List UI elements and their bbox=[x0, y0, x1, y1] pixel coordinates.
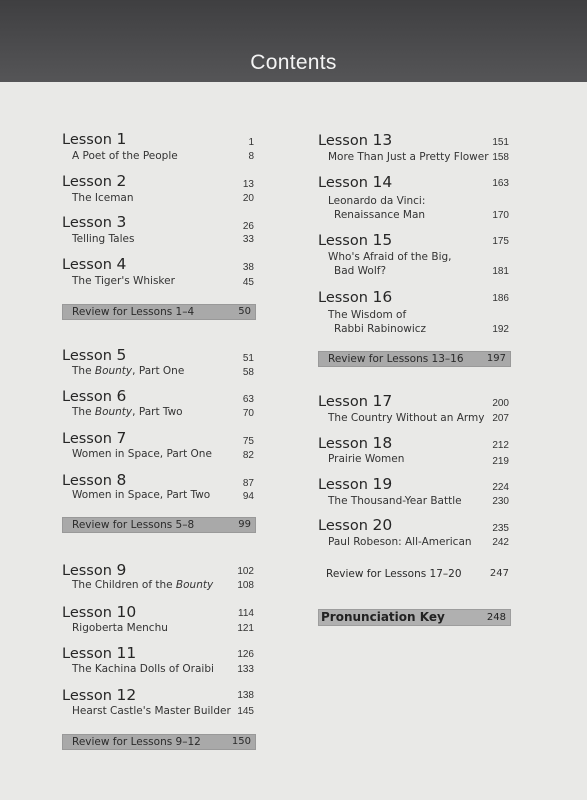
review-label: Review for Lessons 9–12 bbox=[72, 736, 201, 748]
page-number: 163 bbox=[492, 178, 509, 189]
page-number: 99 bbox=[238, 519, 251, 530]
lesson-title: A Poet of the People bbox=[72, 150, 178, 162]
lesson-title: The Tiger's Whisker bbox=[72, 275, 175, 287]
page-number: 186 bbox=[492, 293, 509, 304]
lesson-title: Hearst Castle's Master Builder bbox=[72, 705, 231, 717]
page-number: 175 bbox=[492, 236, 509, 247]
review-label: Review for Lessons 13–16 bbox=[328, 353, 464, 365]
lesson-number: 10 bbox=[116, 603, 137, 621]
lesson-title: Women in Space, Part One bbox=[72, 448, 212, 460]
lesson-number: 1 bbox=[116, 130, 127, 148]
lesson-title-line-2: Rabbi Rabinowicz bbox=[334, 323, 427, 335]
lesson-title: The Children of the Bounty bbox=[72, 579, 214, 591]
lesson-number: 5 bbox=[116, 346, 127, 364]
page-number: 197 bbox=[486, 353, 506, 364]
lesson-title: The Kachina Dolls of Oraibi bbox=[72, 663, 214, 675]
lesson-number: 20 bbox=[372, 516, 393, 534]
review-label: Review for Lessons 1–4 bbox=[72, 306, 195, 318]
toc-lesson-11[interactable] bbox=[62, 645, 256, 679]
page-number: 207 bbox=[492, 413, 509, 424]
lesson-word: Lesson bbox=[62, 174, 112, 190]
toc-lesson-19[interactable] bbox=[318, 476, 511, 510]
page-number: 200 bbox=[492, 398, 509, 409]
page-number: 1 bbox=[248, 137, 254, 148]
lesson-title: Leonardo da Vinci: bbox=[328, 195, 426, 207]
pronunciation-key-label: Pronunciation Key bbox=[321, 610, 445, 624]
lesson-number: 9 bbox=[116, 561, 127, 579]
lesson-word: Lesson bbox=[318, 477, 368, 493]
lesson-word: Lesson bbox=[62, 605, 112, 621]
toc-lesson-4[interactable] bbox=[62, 256, 256, 290]
lesson-title: The Iceman bbox=[72, 192, 134, 204]
toc-lesson-13[interactable] bbox=[318, 132, 511, 166]
review-lessons-17-20[interactable] bbox=[318, 568, 511, 584]
lesson-number: 17 bbox=[372, 392, 393, 410]
review-lessons-13-16[interactable] bbox=[318, 351, 511, 367]
lesson-number: 8 bbox=[116, 471, 127, 489]
toc-lesson-16[interactable] bbox=[318, 289, 511, 339]
page-number: 63 bbox=[242, 394, 254, 405]
lesson-title: Women in Space, Part Two bbox=[72, 489, 211, 501]
page-number: 8 bbox=[248, 151, 254, 162]
toc-lesson-3[interactable] bbox=[62, 214, 256, 248]
page-number: 26 bbox=[242, 221, 254, 232]
lesson-word: Lesson bbox=[318, 518, 368, 534]
lesson-word: Lesson bbox=[318, 290, 368, 306]
page-number: 75 bbox=[242, 436, 254, 447]
review-label: Review for Lessons 5–8 bbox=[72, 519, 195, 531]
lesson-number: 6 bbox=[116, 387, 127, 405]
lesson-title: The Wisdom of bbox=[328, 309, 407, 321]
page-number: 114 bbox=[238, 608, 254, 619]
page-number: 248 bbox=[486, 612, 506, 623]
lesson-number: 4 bbox=[116, 255, 127, 273]
page-number: 70 bbox=[242, 408, 254, 419]
review-lessons-5-8[interactable] bbox=[62, 517, 256, 533]
lesson-word: Lesson bbox=[318, 175, 368, 191]
page-number: 82 bbox=[242, 450, 254, 461]
toc-lesson-18[interactable] bbox=[318, 435, 511, 469]
lesson-title: Paul Robeson: All-American bbox=[328, 536, 472, 548]
page-number: 138 bbox=[237, 690, 254, 701]
lesson-word: Lesson bbox=[62, 257, 112, 273]
lesson-title: Who's Afraid of the Big, bbox=[328, 251, 452, 263]
page-number: 13 bbox=[242, 179, 254, 190]
toc-lesson-2[interactable] bbox=[62, 173, 256, 207]
page-number: 230 bbox=[492, 496, 509, 507]
lesson-word: Lesson bbox=[318, 394, 368, 410]
page-number: 224 bbox=[492, 482, 509, 493]
toc-lesson-10[interactable] bbox=[62, 604, 256, 638]
lesson-title: More Than Just a Pretty Flower bbox=[328, 151, 489, 163]
page-number: 212 bbox=[492, 440, 509, 451]
toc-lesson-14[interactable] bbox=[318, 174, 511, 224]
lesson-word: Lesson bbox=[62, 688, 112, 704]
lesson-word: Lesson bbox=[318, 133, 368, 149]
lesson-title: The Country Without an Army bbox=[328, 412, 485, 424]
lesson-title: Rigoberta Menchu bbox=[72, 622, 168, 634]
lesson-number: 14 bbox=[372, 173, 393, 191]
page-number: 192 bbox=[492, 324, 509, 335]
lesson-word: Lesson bbox=[62, 646, 112, 662]
page-number: 151 bbox=[492, 137, 509, 148]
page-number: 170 bbox=[492, 210, 509, 221]
page-number: 219 bbox=[492, 456, 509, 467]
page-number: 108 bbox=[237, 580, 254, 591]
toc-lesson-5[interactable] bbox=[62, 347, 256, 381]
page-number: 87 bbox=[242, 478, 254, 489]
page-number: 133 bbox=[237, 664, 254, 675]
lesson-word: Lesson bbox=[62, 132, 112, 148]
lesson-word: Lesson bbox=[318, 436, 368, 452]
review-lessons-9-12[interactable] bbox=[62, 734, 256, 750]
page-number: 181 bbox=[492, 266, 509, 277]
page-number: 45 bbox=[242, 277, 254, 288]
lesson-word: Lesson bbox=[62, 431, 112, 447]
page-number: 58 bbox=[242, 367, 254, 378]
toc-lesson-1[interactable] bbox=[62, 131, 256, 165]
pronunciation-key[interactable] bbox=[318, 609, 511, 626]
toc-lesson-7[interactable] bbox=[62, 430, 256, 464]
lesson-number: 7 bbox=[116, 429, 127, 447]
page-title: Contents bbox=[250, 51, 337, 74]
page-number: 121 bbox=[237, 623, 254, 634]
lesson-title: The Thousand-Year Battle bbox=[328, 495, 462, 507]
lesson-number: 11 bbox=[116, 644, 137, 662]
toc-lesson-17[interactable] bbox=[318, 393, 511, 427]
lesson-number: 18 bbox=[372, 434, 393, 452]
lesson-word: Lesson bbox=[62, 389, 112, 405]
page-number: 126 bbox=[237, 649, 254, 660]
toc-lesson-15[interactable] bbox=[318, 232, 511, 282]
page-number: 20 bbox=[242, 193, 254, 204]
page-number: 158 bbox=[492, 152, 509, 163]
lesson-number: 15 bbox=[372, 231, 393, 249]
lesson-word: Lesson bbox=[62, 215, 112, 231]
toc-lesson-12[interactable] bbox=[62, 687, 256, 721]
page-number: 150 bbox=[231, 736, 251, 747]
page-number: 102 bbox=[237, 566, 254, 577]
header-band bbox=[0, 0, 587, 82]
lesson-title: The Bounty, Part Two bbox=[72, 406, 183, 418]
lesson-word: Lesson bbox=[318, 233, 368, 249]
lesson-word: Lesson bbox=[62, 473, 112, 489]
page-number: 145 bbox=[237, 706, 254, 717]
lesson-number: 13 bbox=[372, 131, 393, 149]
toc-lesson-20[interactable] bbox=[318, 517, 511, 551]
lesson-number: 2 bbox=[116, 172, 127, 190]
lesson-number: 16 bbox=[372, 288, 393, 306]
toc-lesson-9[interactable] bbox=[62, 562, 256, 596]
lesson-title-line-2: Renaissance Man bbox=[334, 209, 426, 221]
lesson-title: Telling Tales bbox=[72, 233, 135, 245]
page-number: 94 bbox=[242, 491, 254, 502]
page-number: 33 bbox=[242, 234, 254, 245]
review-lessons-1-4[interactable] bbox=[62, 304, 256, 320]
page-number: 235 bbox=[492, 523, 509, 534]
lesson-title-line-2: Bad Wolf? bbox=[334, 265, 387, 277]
review-label: Review for Lessons 17–20 bbox=[326, 568, 462, 580]
lesson-word: Lesson bbox=[62, 348, 112, 364]
page-number: 50 bbox=[238, 306, 251, 317]
lesson-number: 12 bbox=[116, 686, 137, 704]
lesson-word: Lesson bbox=[62, 563, 112, 579]
lesson-number: 3 bbox=[116, 213, 127, 231]
page-number: 51 bbox=[242, 353, 254, 364]
lesson-title: The Bounty, Part One bbox=[72, 365, 185, 377]
page-number: 38 bbox=[242, 262, 254, 273]
lesson-number: 19 bbox=[372, 475, 393, 493]
toc-lesson-8[interactable] bbox=[62, 472, 256, 506]
lesson-title: Prairie Women bbox=[328, 453, 405, 465]
page-number: 247 bbox=[489, 568, 509, 579]
toc-lesson-6[interactable] bbox=[62, 388, 256, 422]
page-number: 242 bbox=[492, 537, 509, 548]
